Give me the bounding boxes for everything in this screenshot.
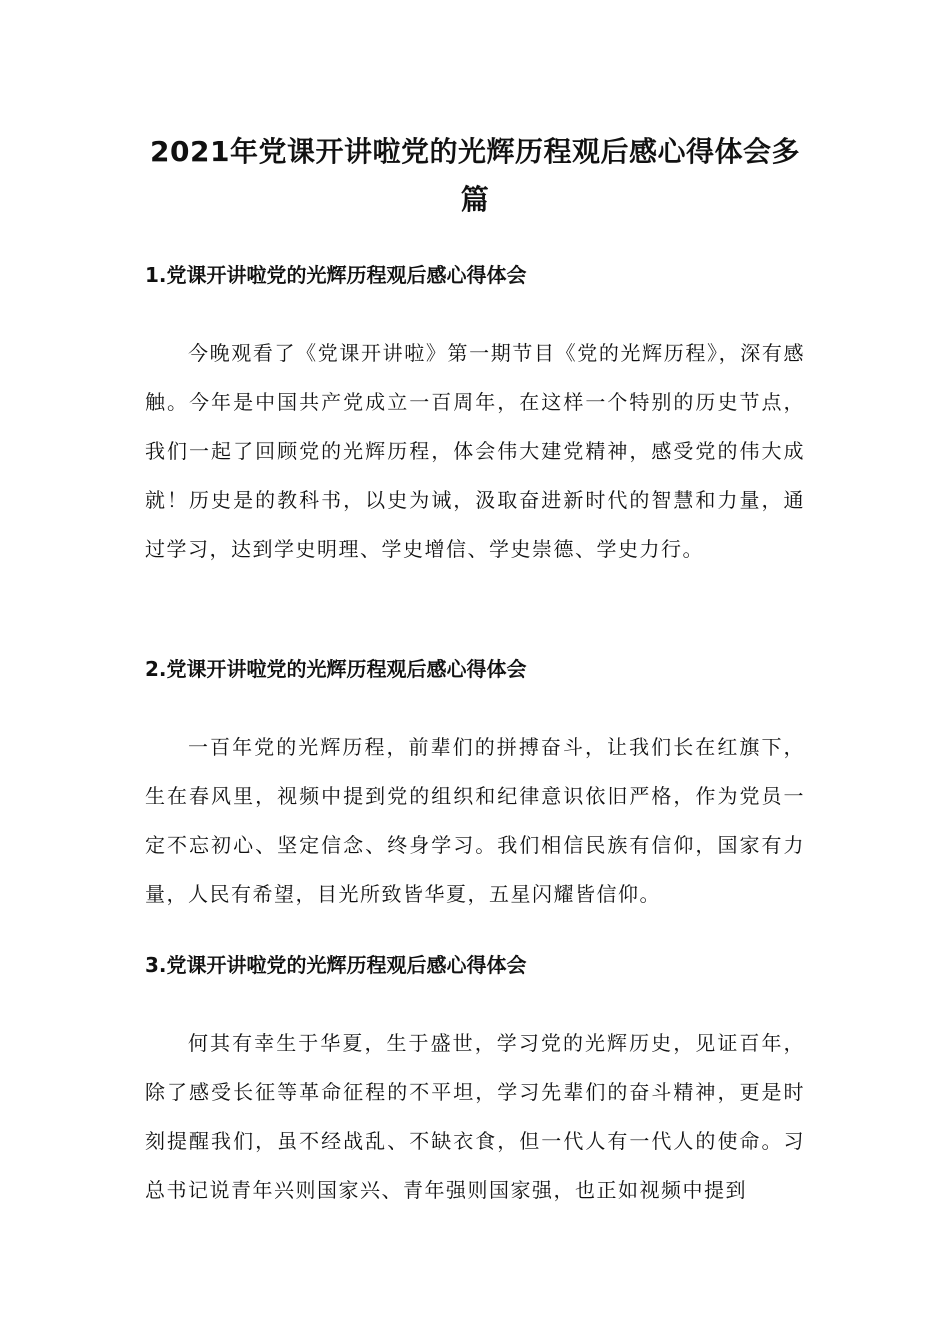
section-body-2: 一百年党的光辉历程，前辈们的拼搏奋斗，让我们长在红旗下，生在春风里，视频中提到党的组织和纪律意识依旧严格，作为党员一定不忘初心、坚定信念、终身学习。我们相信民族有信仰，国家有力量，人民有希望，目光所致皆华夏，五星闪耀皆信仰。: [145, 735, 805, 906]
section-body-1: 今晚观看了《党课开讲啦》第一期节目《党的光辉历程》，深有感触。今年是中国共产党成立一百周年，在这样一个特别的历史节点，我们一起了回顾党的光辉历程，体会伟大建党精神，感受党的伟大成就！历史是的教科书，以史为诫，汲取奋进新时代的智慧和力量，通过学习，达到学史明理、学史增信、学史崇德、学史力行。: [145, 341, 805, 561]
document-title: 2021年党课开讲啦党的光辉历程观后感心得体会多篇: [150, 135, 800, 216]
section-heading-2: 2.党课开讲啦党的光辉历程观后感心得体会: [145, 657, 527, 681]
section-body-3: 何其有幸生于华夏，生于盛世，学习党的光辉历史，见证百年，除了感受长征等革命征程的不平坦，学习先辈们的奋斗精神，更是时刻提醒我们，虽不经战乱、不缺衣食，但一代人有一代人的使命。习总书记说青年兴则国家兴、青年强则国家强，也正如视频中提到: [145, 1031, 805, 1202]
section-heading-1: 1.党课开讲啦党的光辉历程观后感心得体会: [145, 263, 527, 287]
section-heading-3: 3.党课开讲啦党的光辉历程观后感心得体会: [145, 953, 527, 977]
